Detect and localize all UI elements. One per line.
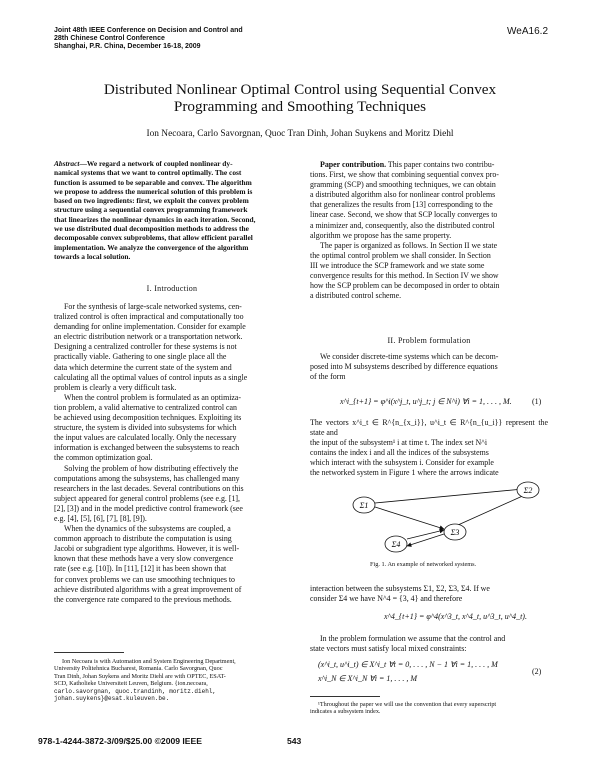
intro-line: problem is clearly a very difficult task.: [54, 382, 177, 392]
affiliation-line: Ion Necoara is with Automation and System Engineering Department,: [62, 658, 236, 665]
abstract-line: that linearizes the nonlinear dynamics in each iteration. Second,: [54, 214, 256, 224]
affiliation-line: University Politehnica Bucharest, Romania. Carlo Savorgnan, Quoc: [54, 665, 223, 673]
node-label: Σ3: [450, 528, 460, 537]
contribution-line: The paper is organized as follows. In Section II we state: [320, 240, 498, 250]
contribution-line: convergence results for this method. In Section IV we show: [310, 271, 499, 281]
node-label: Σ2: [523, 486, 533, 495]
abstract-line: based on two ingredients: first, we exploit the convex problem: [54, 196, 249, 206]
title-line-1: Distributed Nonlinear Optimal Control using Sequential Convex: [103, 81, 497, 98]
intro-line: computations among the subsystems, has challenged many: [54, 473, 240, 483]
intro-line: For the synthesis of large-scale networked systems, cen-: [64, 302, 242, 311]
contribution-line: This paper contains two contribu-: [386, 160, 495, 169]
abstract-line: decomposable convex subproblems, that allow efficient parallel: [54, 233, 253, 243]
abstract-line: we propose to address the numerical solution of this problem is: [54, 186, 253, 196]
abstract-line: implementation. We analyze the convergence of the algorithm: [54, 242, 249, 252]
node-label: Σ1: [359, 501, 369, 510]
formulation-line: posed into M subsystems described by difference equations: [310, 362, 498, 372]
intro-line: structure, the system is divided into subsystems for which: [54, 423, 237, 433]
formulation-constraints: [310, 634, 548, 654]
intro-line: calculating all the optimal values of control inputs as a single: [54, 372, 248, 382]
contribution-line: a minimizer and, consequently, also the distributed control: [310, 220, 495, 230]
footnote-line: indicates a subsystem index.: [310, 708, 381, 716]
introduction-body: [54, 302, 290, 605]
contribution-line: tions. First, we show that combining sequential convex pro-: [310, 170, 499, 180]
intro-line: tion problem, a valid alternative to centralized control can: [54, 402, 237, 412]
intro-line: the convergence rate compared to the previous methods.: [54, 594, 232, 604]
intro-line: When the dynamics of the subsystems are coupled, a: [64, 524, 231, 534]
intro-line: Solving the problem of how distributing effectively the: [64, 463, 239, 473]
network-figure: [340, 478, 540, 564]
footnote-rule: [310, 696, 380, 697]
contribution-line: a distributed control scheme.: [310, 291, 402, 301]
formulation-line: consider Σ4 we have N^4 = {3, 4} and therefore: [310, 594, 463, 604]
intro-line: known that these methods have a very slow convergence: [54, 554, 234, 564]
conference-line-2: 28th Chinese Control Conference: [54, 35, 165, 42]
affiliation-line: johan.suykens}@esat.kuleuven.be.: [54, 695, 170, 703]
contribution-line: gramming (SCP) and smoothing techniques, we can obtain: [310, 180, 496, 190]
contribution-heading: Paper contribution.: [320, 160, 387, 169]
contribution-line: that generalizes the results from [13] corresponding to the: [310, 200, 493, 210]
equation-1: x^i_{t+1} = φ^i(x^j_t, u^j_t; j ∈ N^i) ∀i = 1, . . . , M.: [340, 397, 512, 406]
figure-caption: Fig. 1. An example of networked systems.: [370, 561, 477, 568]
session-code: WeA16.2: [507, 26, 548, 37]
intro-line: Jacobi or subgradient type algorithms. However, it is well-: [54, 544, 240, 554]
formulation-line: state vectors must satisfy local mixed constraints:: [310, 644, 467, 654]
intro-line: an electric distribution network or a transportation network.: [54, 332, 243, 342]
superscript-footnote: [310, 701, 548, 716]
formulation-interaction: [310, 584, 548, 604]
affiliation-line: Tran Dinh, Johan Suykens and Moritz Diehl are with OPTEC, ESAT-: [54, 672, 226, 680]
equation-2b: x^i_N ∈ X^i_N ∀i = 1, . . . , M: [318, 674, 418, 683]
section-heading-formulation: II. Problem formulation: [387, 336, 471, 345]
intro-line: the common optimization goal.: [54, 453, 153, 463]
intro-line: information is exchanged between the subsystems to reach: [54, 443, 240, 453]
edge-sigma1-sigma3: [375, 507, 444, 529]
contribution-section: [310, 160, 548, 301]
contribution-line: linear case. Second, we show that SCP locally converges to: [310, 210, 498, 220]
formulation-line: which interact with the subsystem i. Consider for example: [310, 458, 494, 468]
abstract: [54, 159, 290, 261]
formulation-line: the networked system in Figure 1 where the arrows indicate: [310, 468, 499, 478]
formulation-line: of the form: [310, 372, 346, 382]
page-number: 543: [287, 736, 302, 746]
abstract-label: Abstract: [54, 159, 80, 168]
isbn-footer: 978-1-4244-3872-3/09/$25.00 ©2009 IEEE: [38, 736, 203, 746]
intro-line: e.g. [4], [5], [6], [7], [8], [9]).: [54, 513, 147, 523]
intro-line: Designing a centralized controller for these systems is not: [54, 342, 237, 352]
affiliation-line: SCD, Katholieke Universiteit Leuven, Belgium. {ion.necoara,: [54, 680, 208, 688]
formulation-line: In the problem formulation we assume that the control and: [320, 634, 506, 643]
equation-1-number: (1): [532, 397, 542, 406]
edge-sigma4-sigma3: [407, 530, 444, 539]
contribution-line: the optimal control problem we shall consider. In Section: [310, 250, 491, 260]
intro-line: be achieved using decomposition techniques. Exploiting its: [54, 413, 242, 423]
equation-sigma4: x^4_{t+1} = φ^4(x^3_t, x^4_t, u^3_t, u^4_t).: [384, 612, 527, 621]
intro-line: demanding for online implementation. Consider for example: [54, 322, 246, 332]
intro-line: the input values are calculated locally. Only the necessary: [54, 433, 237, 443]
affiliation-footnote: [54, 658, 290, 702]
intro-line: When the control problem is formulated as an optimiza-: [64, 392, 242, 402]
abstract-line: we use distributed dual decomposition methods to address the: [54, 224, 249, 234]
formulation-line: The vectors x^i_t ∈ R^{n_{x_i}}, u^i_t ∈ R^{n_{u_i}} represent the state and: [310, 418, 548, 438]
contribution-line: a distributed algorithm also for nonlinear control problems: [310, 190, 496, 200]
edge-sigma3-sigma2: [458, 494, 527, 525]
intro-line: subject appeared for general control problems (see e.g. [1],: [54, 493, 241, 503]
conference-line-3: Shanghai, P.R. China, December 16-18, 2009: [54, 43, 201, 50]
abstract-line: function is assumed to be separable and convex. The algorithm: [54, 177, 252, 187]
footnote-rule: [54, 652, 124, 653]
section-heading-introduction: I. Introduction: [146, 284, 198, 293]
abstract-line: structure using a sequential convex programming framework: [54, 205, 248, 215]
formulation-intro: [310, 352, 548, 382]
conference-header: [54, 27, 243, 51]
equation-2-number: (2): [532, 667, 542, 676]
formulation-line: We consider discrete-time systems which can be decom-: [320, 352, 499, 361]
edge-sigma1-sigma2: [375, 489, 523, 503]
contribution-line: algorithm we propose has the same property.: [310, 230, 452, 240]
intro-line: for convex problems we can use smoothing techniques to: [54, 574, 236, 584]
intro-line: rate (see e.g. [10]). In [11], [12] it has been shown that: [54, 564, 227, 574]
formulation-line: interaction between the subsystems Σ1, Σ2, Σ3, Σ4. If we: [310, 584, 490, 593]
conference-line-1: Joint 48th IEEE Conference on Decision and Control and: [54, 27, 243, 34]
intro-line: [2], [3]) and in the model predictive control framework (see: [54, 503, 243, 513]
affiliation-line: carlo.savorgnan, quoc.trandinh, moritz.diehl,: [54, 687, 217, 695]
intro-line: practically viable. Gathering to one single place all the: [54, 352, 227, 362]
intro-line: common approach to distribute the computation is using: [54, 534, 232, 544]
equation-2a: (x^i_t, u^i_t) ∈ X^i_t ∀t = 0, . . . , N − 1 ∀i = 1, . . . , M: [318, 660, 498, 669]
contribution-line: III we introduce the SCP framework and we state some: [310, 260, 485, 270]
node-label: Σ4: [391, 540, 401, 549]
contribution-line: how the SCP problem can be decomposed in order to obtain: [310, 281, 500, 291]
abstract-line: namical systems that we want to control optimally. The cost: [54, 168, 242, 178]
title-line-2: Programming and Smoothing Techniques: [173, 98, 427, 115]
formulation-line: the input of the subsystem¹ i at time t. The index set N^i: [310, 438, 488, 448]
intro-line: achieve distributed algorithms with a great improvement of: [54, 584, 242, 594]
intro-line: tralized control is often impractical and computationally too: [54, 312, 244, 322]
formulation-line: contains the index i and all the indices of the subsystems: [310, 448, 489, 458]
author-list: Ion Necoara, Carlo Savorgnan, Quoc Tran Dinh, Johan Suykens and Moritz Diehl: [146, 129, 454, 139]
footnote-line: ¹Throughout the paper we will use the convention that every superscript: [318, 701, 497, 708]
formulation-vectors: [310, 418, 548, 479]
intro-line: researchers in the last decades. Several contributions on this: [54, 483, 244, 493]
intro-line: data which determine the current state of the system and: [54, 362, 232, 372]
abstract-line: towards a local solution.: [54, 251, 131, 261]
abstract-line: —We regard a network of coupled nonlinear dy-: [79, 159, 233, 168]
edge-sigma3-sigma4: [407, 534, 444, 546]
paper-title: [40, 81, 560, 115]
